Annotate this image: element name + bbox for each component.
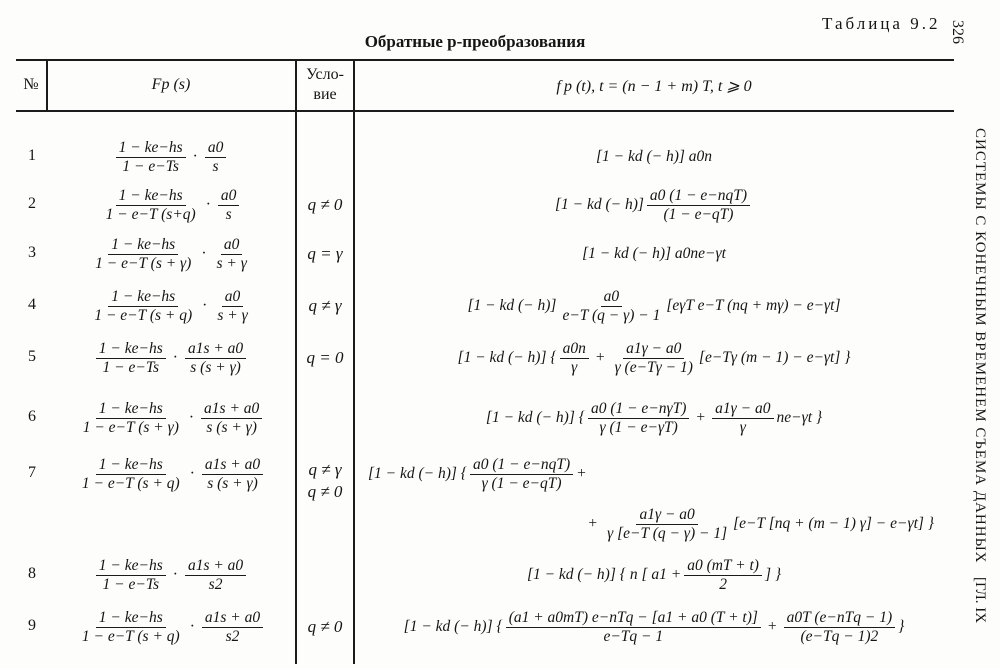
fp-factor-denominator: s2 (208, 575, 223, 593)
fp-fraction-numerator: 1 − ke−hs (116, 187, 186, 206)
column-header-number: № (23, 76, 39, 93)
result-suffix: ne−γt } (776, 409, 823, 426)
fp-factor-denominator: s2 (225, 627, 240, 645)
fp-fraction-denominator: 1 − e−T (s + q) (81, 474, 180, 492)
fp-fraction-numerator: 1 − ke−hs (96, 456, 166, 475)
result-prefix: [1 − kd (− h)] { (485, 409, 585, 426)
result-fraction-numerator: a0 (1 − e−nqT) (470, 456, 573, 475)
condition: q = 0 (306, 348, 344, 367)
fp-fraction-numerator: 1 − ke−hs (96, 340, 166, 359)
fp-expression (48, 396, 294, 440)
result-fraction (559, 288, 663, 325)
fp-factor-numerator: a1s + a0 (201, 400, 262, 419)
fp-fraction (79, 609, 183, 646)
result-text: [1 − kd (− h)] a0ne−γt (582, 245, 726, 262)
result-fraction-second-numerator: a1γ − a0 (623, 340, 684, 359)
fp-fraction-numerator: 1 − ke−hs (96, 557, 166, 576)
column-header-fp: Fp (s) (151, 76, 191, 93)
fp-fraction (91, 288, 195, 325)
row-number: 3 (28, 244, 36, 261)
result-fraction-numerator: a0 (mT + t) (684, 557, 762, 576)
table-header-rule (16, 110, 954, 112)
result-expression (354, 605, 954, 649)
fp-fraction-denominator: 1 − e−T (s+q) (105, 205, 196, 223)
result-fraction (506, 609, 761, 646)
result-fraction-denominator: e−T (q − γ) − 1 (562, 306, 661, 324)
result-fraction-second-numerator: a1γ − a0 (712, 400, 773, 419)
result-operator: + (696, 409, 706, 426)
result-suffix: [e−Tγ (m − 1) − e−γt] } (698, 349, 851, 366)
fp-factor-numerator: a1s + a0 (185, 340, 246, 359)
table-label: Таблица 9.2 (822, 14, 941, 33)
fp-factor (218, 187, 240, 224)
condition: q ≠ 0 (307, 617, 343, 636)
result-fraction-denominator: γ (1 − e−qT) (481, 474, 562, 492)
result-fraction (470, 456, 573, 493)
fp-factor (205, 139, 227, 176)
fp-fraction-denominator: 1 − e−T (s + q) (94, 306, 193, 324)
result-fraction-second (612, 340, 696, 377)
result-fraction-denominator: γ (1 − e−γT) (599, 418, 678, 436)
fp-expression (48, 553, 294, 597)
result-fraction (560, 340, 589, 377)
result-expression (354, 183, 954, 227)
fp-factor-denominator: s (212, 157, 219, 175)
times-dot: · (205, 196, 211, 213)
result-fraction-denominator: 2 (719, 575, 727, 593)
fp-factor (201, 400, 262, 437)
condition-header-line1: Усло- (306, 66, 344, 83)
fp-fraction-denominator: 1 − e−T (s + γ) (95, 254, 192, 272)
continuation-suffix: [e−T [nq + (m − 1) γ] − e−γt] } (733, 515, 934, 532)
result-expression (354, 553, 954, 597)
result-suffix: + (576, 465, 587, 482)
fp-fraction (79, 456, 183, 493)
result-prefix: [1 − kd (− h)] { (457, 349, 557, 366)
row-number: 6 (28, 408, 36, 425)
times-dot: · (189, 465, 195, 482)
result-suffix: ] } (764, 566, 782, 583)
fp-fraction-numerator: 1 − ke−hs (96, 609, 166, 628)
fp-fraction-denominator: 1 − e−T (s + γ) (82, 418, 179, 436)
fp-factor (214, 236, 250, 273)
fp-factor-numerator: a0 (205, 139, 227, 158)
column-header-result: f p (t), t = (n − 1 + m) T, t ⩾ 0 (556, 78, 752, 95)
fp-factor-denominator: s (s + γ) (190, 358, 241, 376)
times-dot: · (189, 618, 195, 635)
fp-fraction (96, 340, 166, 377)
fp-fraction-denominator: 1 − e−T (s + q) (81, 627, 180, 645)
condition: q ≠ γ (308, 460, 342, 479)
result-expression (354, 396, 954, 440)
fp-factor-denominator: s + γ (217, 306, 248, 324)
fp-fraction (80, 400, 182, 437)
fp-fraction-denominator: 1 − e−Ts (122, 157, 179, 175)
result-continuation (354, 502, 934, 546)
result-text: [1 − kd (− h)] a0n (595, 148, 713, 165)
fp-expression (48, 232, 294, 276)
fp-fraction-numerator: 1 − ke−hs (108, 236, 178, 255)
fp-fraction-denominator: 1 − e−Ts (102, 358, 160, 376)
times-dot: · (188, 409, 195, 426)
row-number: 1 (28, 147, 36, 164)
fp-factor (185, 340, 246, 377)
result-fraction-denominator: γ (571, 358, 578, 376)
result-fraction-numerator: (a1 + a0mT) e−nTq − [a1 + a0 (T + t)] (506, 609, 761, 628)
result-fraction-numerator: a0 (1 − e−nqT) (647, 187, 750, 206)
times-dot: · (172, 349, 178, 366)
result-operator: + (595, 349, 605, 366)
row-number: 5 (28, 348, 36, 365)
result-fraction (588, 400, 689, 437)
fp-factor (214, 288, 250, 325)
times-dot: · (172, 566, 178, 583)
fp-factor-numerator: a1s + a0 (185, 557, 246, 576)
result-fraction-numerator: a0 (1 − e−nγT) (588, 400, 689, 419)
result-fraction (647, 187, 750, 224)
fp-expression (48, 135, 294, 179)
fp-factor-denominator: s (s + γ) (207, 474, 258, 492)
row-number: 9 (28, 617, 36, 634)
result-fraction (684, 557, 762, 594)
result-prefix: [1 − kd (− h)] (467, 297, 557, 314)
fp-fraction-numerator: 1 − ke−hs (108, 288, 178, 307)
fp-factor-numerator: a0 (221, 236, 243, 255)
result-expression (354, 452, 968, 496)
result-fraction-denominator: (1 − e−qT) (663, 205, 734, 223)
result-fraction-numerator: a0n (560, 340, 589, 359)
result-fraction-second-numerator: a0T (e−nTq − 1) (784, 609, 895, 628)
condition: q ≠ 0 (307, 195, 343, 214)
condition-second: q ≠ 0 (307, 482, 343, 501)
result-expression (354, 232, 954, 276)
row-number: 2 (28, 195, 36, 212)
fp-fraction-numerator: 1 − ke−hs (116, 139, 186, 158)
column-header-condition (296, 65, 354, 105)
result-fraction-second (784, 609, 895, 646)
row-number: 4 (28, 296, 36, 313)
fp-expression (48, 336, 294, 380)
fp-fraction (103, 187, 199, 224)
result-prefix: [1 − kd (− h)] { (368, 465, 468, 482)
times-dot: · (202, 297, 208, 314)
result-expression (354, 284, 954, 328)
fp-fraction-numerator: 1 − ke−hs (96, 400, 166, 419)
fp-fraction (92, 236, 194, 273)
condition: q ≠ γ (308, 296, 342, 315)
chapter-marker: [ГЛ. IX (972, 577, 988, 624)
fp-expression (48, 183, 294, 227)
result-fraction-second-denominator: γ (e−Tγ − 1) (614, 358, 693, 376)
continuation-fraction-numerator: a1γ − a0 (636, 506, 697, 525)
result-prefix: [1 − kd (− h)] { n [ a1 + (526, 566, 682, 583)
condition-header-line2: вие (313, 86, 337, 103)
continuation-fraction (604, 506, 730, 543)
fp-factor-numerator: a0 (218, 187, 240, 206)
condition: q = γ (307, 244, 343, 263)
page-number: 326 (949, 20, 966, 44)
fp-factor-denominator: s + γ (216, 254, 247, 272)
fp-factor (185, 557, 246, 594)
continuation-operator: + (588, 515, 598, 532)
times-dot: · (192, 148, 198, 165)
fp-factor-denominator: s (s + γ) (206, 418, 257, 436)
result-suffix: } (898, 618, 905, 635)
fp-fraction (96, 557, 166, 594)
result-operator: + (767, 618, 777, 635)
row-number: 8 (28, 565, 36, 582)
fp-fraction-denominator: 1 − e−Ts (102, 575, 160, 593)
fp-expression (48, 452, 294, 496)
continuation-fraction-denominator: γ [e−T (q − γ) − 1] (607, 524, 728, 542)
fp-factor-denominator: s (225, 205, 232, 223)
fp-expression (48, 605, 294, 649)
fp-factor-numerator: a0 (222, 288, 244, 307)
row-number: 7 (28, 464, 36, 481)
running-title: СИСТЕМЫ С КОНЕЧНЫМ ВРЕМЕНЕМ СЪЕМА ДАННЫХ (972, 128, 988, 564)
result-fraction-numerator: a0 (601, 288, 623, 307)
result-fraction-second (712, 400, 773, 437)
fp-fraction (116, 139, 186, 176)
fp-expression (48, 284, 294, 328)
result-fraction-second-denominator: (e−Tq − 1)2 (800, 627, 879, 645)
result-suffix: [eγT e−T (nq + mγ) − e−γt] (666, 297, 841, 314)
fp-factor-numerator: a1s + a0 (202, 456, 263, 475)
result-fraction-second-denominator: γ (739, 418, 746, 436)
fp-factor (202, 609, 263, 646)
fp-factor-numerator: a1s + a0 (202, 609, 263, 628)
table-title: Обратные p-преобразования (364, 32, 586, 51)
result-expression (354, 135, 954, 179)
fp-factor (202, 456, 263, 493)
table-top-rule (16, 59, 954, 61)
result-prefix: [1 − kd (− h)] (554, 196, 644, 213)
times-dot: · (201, 245, 207, 262)
result-fraction-denominator: e−Tq − 1 (603, 627, 664, 645)
result-prefix: [1 − kd (− h)] { (403, 618, 503, 635)
result-expression (354, 336, 954, 380)
